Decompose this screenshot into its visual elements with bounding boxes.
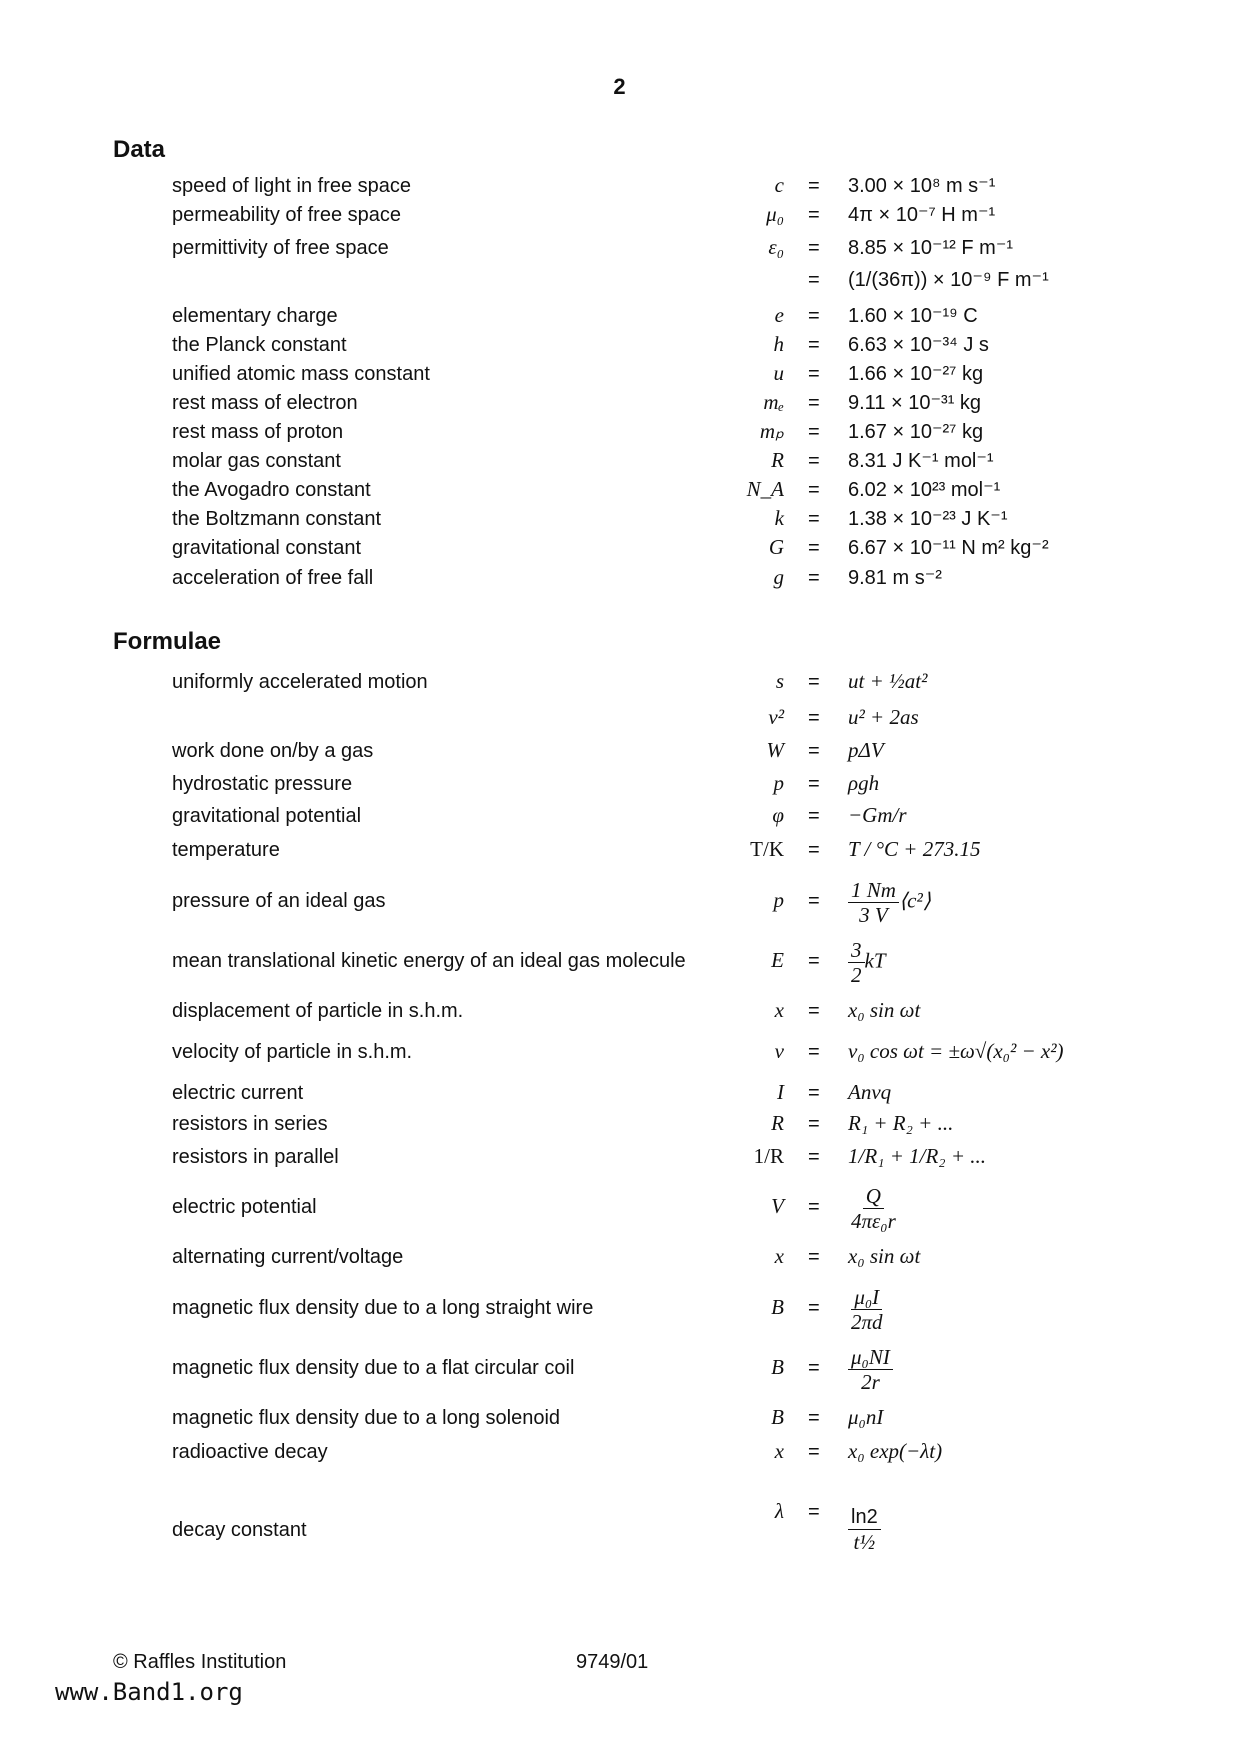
row-symbol: μ₀ xyxy=(766,202,784,226)
row-value: 8.31 J K⁻¹ mol⁻¹ xyxy=(848,450,994,472)
row-equals: = xyxy=(808,392,820,414)
row-desc: velocity of particle in s.h.m. xyxy=(172,1041,413,1063)
row-desc: unified atomic mass constant xyxy=(172,363,430,385)
fraction xyxy=(848,1345,893,1394)
formula-row xyxy=(0,798,1239,828)
row-equals: = xyxy=(808,1113,820,1135)
row-equals: = xyxy=(808,805,820,827)
row-equals: = xyxy=(808,890,820,912)
row-equals: = xyxy=(808,1297,820,1319)
data-row xyxy=(0,385,1239,415)
row-symbol: R xyxy=(771,448,784,472)
formula-row xyxy=(0,1434,1239,1464)
formula-row xyxy=(0,1345,1239,1394)
formula-row xyxy=(0,938,1239,987)
fraction-denominator: 3 V xyxy=(859,903,888,927)
formula-row xyxy=(0,993,1239,1023)
formula-row xyxy=(0,1184,1239,1233)
row-value: 6.63 × 10⁻³⁴ J s xyxy=(848,334,989,356)
row-value: 9.81 m s⁻² xyxy=(848,567,942,589)
row-symbol: g xyxy=(773,565,784,589)
row-symbol: R xyxy=(771,1111,784,1135)
row-desc: decay constant xyxy=(172,1519,307,1541)
data-row xyxy=(0,443,1239,473)
row-formula: T / °C + 273.15 xyxy=(848,837,981,861)
row-desc: pressure of an ideal gas xyxy=(172,890,386,912)
row-symbol: 1/R xyxy=(753,1144,784,1168)
row-desc: uniformly accelerated motion xyxy=(172,671,428,693)
row-formula xyxy=(848,1505,881,1554)
data-row xyxy=(0,298,1239,328)
row-symbol: mₑ xyxy=(763,390,784,414)
row-symbol: c xyxy=(774,173,784,197)
row-desc: molar gas constant xyxy=(172,450,341,472)
row-desc: rest mass of proton xyxy=(172,421,344,443)
fraction-denominator: 2 xyxy=(851,963,862,987)
row-formula: 1/R₁ + 1/R₂ + ... xyxy=(848,1144,987,1168)
fraction xyxy=(848,1285,886,1334)
row-desc: the Avogadro constant xyxy=(172,479,371,501)
row-desc: the Boltzmann constant xyxy=(172,508,382,530)
data-row xyxy=(0,168,1239,198)
formula-suffix: ⟨c²⟩ xyxy=(898,888,931,913)
row-equals: = xyxy=(808,707,820,729)
row-symbol: N_A xyxy=(746,477,784,501)
row-value: 6.67 × 10⁻¹¹ N m² kg⁻² xyxy=(848,537,1049,559)
row-equals: = xyxy=(808,421,820,443)
row-equals: = xyxy=(808,567,820,589)
row-equals: = xyxy=(808,204,820,226)
row-equals: = xyxy=(808,1441,820,1463)
row-desc: magnetic flux density due to a flat circular coil xyxy=(172,1357,575,1379)
row-symbol: p xyxy=(773,888,784,912)
fraction xyxy=(848,878,899,927)
row-value: 4π × 10⁻⁷ H m⁻¹ xyxy=(848,204,996,226)
row-equals: = xyxy=(808,1196,820,1218)
formula-row xyxy=(0,766,1239,796)
formula-row xyxy=(0,1139,1239,1169)
row-symbol: s xyxy=(775,669,784,693)
data-row xyxy=(0,414,1239,444)
formula-row xyxy=(0,700,1239,730)
data-row xyxy=(0,356,1239,386)
row-value: 3.00 × 10⁸ m s⁻¹ xyxy=(848,175,996,197)
row-symbol: E xyxy=(771,948,784,972)
row-symbol: φ xyxy=(772,803,784,827)
row-value: 1.38 × 10⁻²³ J K⁻¹ xyxy=(848,508,1008,530)
data-row xyxy=(0,560,1239,590)
row-formula: v₀ cos ωt = ±ω√(x₀² − x²) xyxy=(848,1039,1064,1063)
data-row xyxy=(0,230,1239,260)
row-symbol: h xyxy=(773,332,784,356)
row-symbol: x xyxy=(774,1439,784,1463)
row-equals: = xyxy=(808,1357,820,1379)
fraction-numerator: μ₀I xyxy=(851,1285,882,1310)
row-equals: = xyxy=(808,839,820,861)
data-row xyxy=(0,501,1239,531)
row-equals: = xyxy=(808,363,820,385)
fraction-numerator: 3 xyxy=(848,938,865,963)
row-equals: = xyxy=(808,479,820,501)
row-desc: acceleration of free fall xyxy=(172,567,374,589)
row-equals: = xyxy=(808,305,820,327)
row-symbol: v xyxy=(774,1039,784,1063)
fraction xyxy=(848,1184,899,1233)
row-symbol: mₚ xyxy=(759,419,784,443)
page-number: 2 xyxy=(613,74,626,99)
row-equals: = xyxy=(808,773,820,795)
footer-paper-code: 9749/01 xyxy=(576,1651,649,1673)
formula-row xyxy=(0,1034,1239,1064)
row-desc: alternating current/voltage xyxy=(172,1246,404,1268)
formulae-heading: Formulae xyxy=(113,628,222,655)
formula-row xyxy=(0,1400,1239,1430)
data-row xyxy=(0,262,1239,292)
row-formula: x₀ exp(−λt) xyxy=(848,1439,943,1463)
row-formula: pΔV xyxy=(848,738,884,762)
row-desc: electric potential xyxy=(172,1196,317,1218)
row-symbol: λ xyxy=(774,1499,784,1523)
row-symbol: B xyxy=(771,1295,784,1319)
row-value: 8.85 × 10⁻¹² F m⁻¹ xyxy=(848,237,1014,259)
row-desc: gravitational potential xyxy=(172,805,362,827)
row-value: 9.11 × 10⁻³¹ kg xyxy=(848,392,982,414)
data-heading: Data xyxy=(113,136,166,163)
formula-row xyxy=(0,832,1239,862)
row-desc: magnetic flux density due to a long straight wire xyxy=(172,1297,594,1319)
row-desc: displacement of particle in s.h.m. xyxy=(172,1000,464,1022)
row-symbol: V xyxy=(771,1194,784,1218)
row-desc: hydrostatic pressure xyxy=(172,773,353,795)
row-formula: ut + ½at² xyxy=(848,669,928,693)
row-value: (1/(36π)) × 10⁻⁹ F m⁻¹ xyxy=(848,269,1049,291)
row-equals: = xyxy=(808,450,820,472)
row-equals: = xyxy=(808,1146,820,1168)
data-row xyxy=(0,472,1239,502)
row-symbol: e xyxy=(774,303,784,327)
row-equals: = xyxy=(808,1082,820,1104)
row-formula xyxy=(848,878,931,927)
row-equals: = xyxy=(808,1000,820,1022)
row-symbol: x xyxy=(774,1244,784,1268)
row-desc: rest mass of electron xyxy=(172,392,358,414)
row-desc: gravitational constant xyxy=(172,537,362,559)
row-value: 6.02 × 10²³ mol⁻¹ xyxy=(848,479,1001,501)
fraction-denominator: 2r xyxy=(861,1370,880,1394)
row-symbol: W xyxy=(766,738,784,762)
fraction-denominator: 4πε₀r xyxy=(851,1209,896,1233)
row-symbol: T/K xyxy=(750,837,784,861)
row-symbol: x xyxy=(774,998,784,1022)
row-equals: = xyxy=(808,1501,820,1523)
row-symbol: p xyxy=(773,771,784,795)
row-formula xyxy=(848,1285,886,1334)
fraction xyxy=(848,938,865,987)
row-equals: = xyxy=(808,1041,820,1063)
row-desc: permeability of free space xyxy=(172,204,402,226)
row-desc: mean translational kinetic energy of an ideal gas molecule xyxy=(172,950,686,972)
row-formula: R₁ + R₂ + ... xyxy=(848,1111,954,1135)
fraction-numerator: μ₀NI xyxy=(848,1345,893,1370)
footer-copyright: © Raffles Institution xyxy=(113,1651,287,1673)
data-row xyxy=(0,197,1239,227)
row-formula: x₀ sin ωt xyxy=(848,1244,921,1268)
row-equals: = xyxy=(808,508,820,530)
row-equals: = xyxy=(808,671,820,693)
row-desc: radioactive decay xyxy=(172,1441,328,1463)
fraction-numerator: Q xyxy=(863,1184,884,1209)
row-equals: = xyxy=(808,740,820,762)
fraction-numerator: 1 Nm xyxy=(848,878,899,903)
row-symbol: ε₀ xyxy=(768,235,784,259)
row-symbol: k xyxy=(774,506,784,530)
row-formula xyxy=(848,1184,899,1233)
row-formula: x₀ sin ωt xyxy=(848,998,921,1022)
footer-url: www.Band1.org xyxy=(55,1678,243,1706)
row-equals: = xyxy=(808,1246,820,1268)
row-value: 1.66 × 10⁻²⁷ kg xyxy=(848,363,984,385)
row-value: 1.67 × 10⁻²⁷ kg xyxy=(848,421,984,443)
fraction-denominator: t½ xyxy=(853,1530,876,1554)
row-desc: elementary charge xyxy=(172,305,338,327)
row-symbol: u xyxy=(773,361,784,385)
row-formula xyxy=(848,1345,893,1394)
row-formula: −Gm/r xyxy=(848,803,907,827)
row-symbol: B xyxy=(771,1405,784,1429)
formula-row xyxy=(0,1239,1239,1269)
row-equals: = xyxy=(808,1407,820,1429)
row-equals: = xyxy=(808,950,820,972)
formula-row xyxy=(0,1075,1239,1105)
row-formula: ρgh xyxy=(848,771,880,795)
data-row xyxy=(0,530,1239,560)
row-desc: the Planck constant xyxy=(172,334,347,356)
row-desc: resistors in parallel xyxy=(172,1146,339,1168)
fraction-denominator: 2πd xyxy=(851,1310,883,1334)
row-equals: = xyxy=(808,537,820,559)
row-desc: permittivity of free space xyxy=(172,237,389,259)
row-equals: = xyxy=(808,237,820,259)
row-desc: magnetic flux density due to a long solenoid xyxy=(172,1407,561,1429)
row-desc: speed of light in free space xyxy=(172,175,412,197)
row-formula xyxy=(848,938,886,987)
data-row xyxy=(0,327,1239,357)
row-equals: = xyxy=(808,269,820,291)
row-formula: u² + 2as xyxy=(848,705,919,729)
row-symbol: B xyxy=(771,1355,784,1379)
formula-row xyxy=(0,1106,1239,1136)
row-value: 1.60 × 10⁻¹⁹ C xyxy=(848,305,978,327)
formula-row xyxy=(0,664,1239,694)
row-symbol: v² xyxy=(768,705,784,729)
fraction xyxy=(848,1505,881,1554)
formula-row xyxy=(0,1494,1239,1554)
fraction-numerator: ln2 xyxy=(848,1505,881,1530)
row-desc: resistors in series xyxy=(172,1113,328,1135)
row-equals: = xyxy=(808,334,820,356)
row-equals: = xyxy=(808,175,820,197)
row-formula: Anvq xyxy=(848,1080,892,1104)
formula-suffix: kT xyxy=(864,948,886,973)
row-desc: work done on/by a gas xyxy=(172,740,374,762)
row-desc: electric current xyxy=(172,1082,304,1104)
row-symbol: I xyxy=(777,1080,784,1104)
formula-row xyxy=(0,878,1239,927)
row-desc: temperature xyxy=(172,839,280,861)
row-symbol: G xyxy=(768,535,784,559)
formula-row xyxy=(0,733,1239,763)
row-formula: μ₀nI xyxy=(848,1405,884,1429)
